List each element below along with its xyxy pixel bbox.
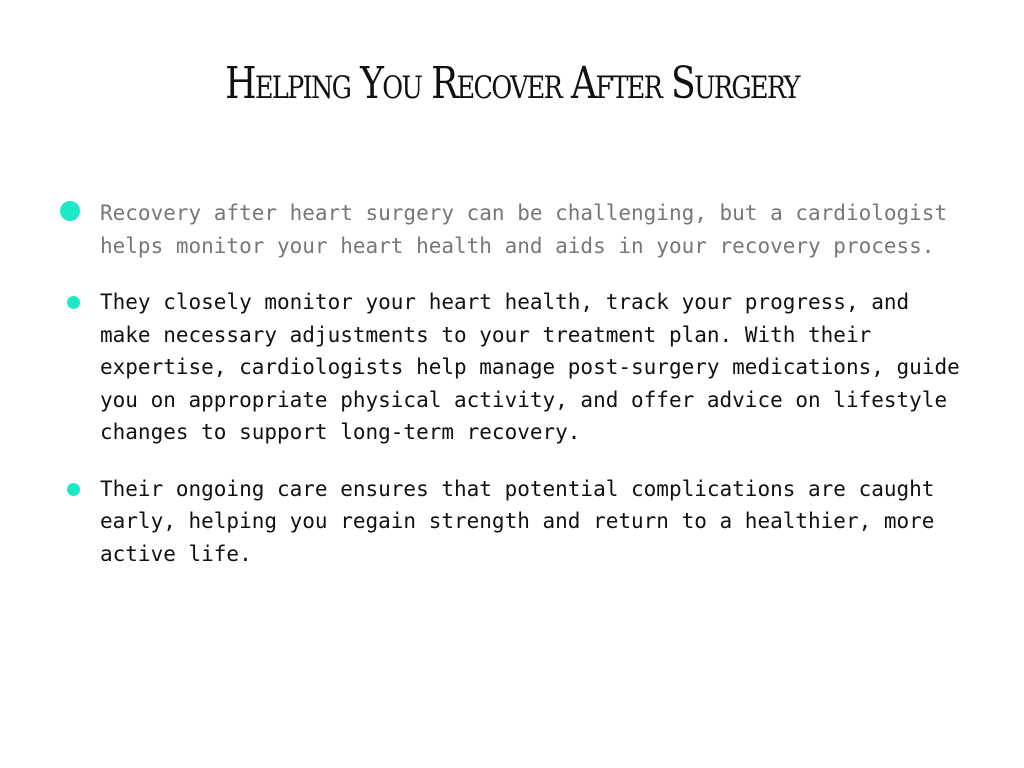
bullet-text: They closely monitor your heart health, track your progress, and make necessary adjustments to your treatment plan. With their expertise, cardiologists help manage post-surgery medications, guide you on appropriate physical activity, and offer advice on lifestyle changes to support long-term recovery. [100,290,960,444]
bullet-list [60,197,970,594]
slide-title: Helping You Recover After Surgery [225,58,799,109]
bullet-dot-icon [60,201,80,221]
bullet-item-ongoing-care [60,473,970,571]
bullet-item-recovery [60,197,970,262]
bullet-item-monitoring [60,286,970,449]
bullet-text: Their ongoing care ensures that potential complications are caught early, helping you regain strength and return to a healthier, more active life. [100,476,935,566]
bullet-dot-icon [67,296,80,309]
bullet-text: Recovery after heart surgery can be challenging, but a cardiologist helps monitor your heart health and aids in your recovery process. [100,201,948,258]
bullet-dot-icon [67,483,80,496]
